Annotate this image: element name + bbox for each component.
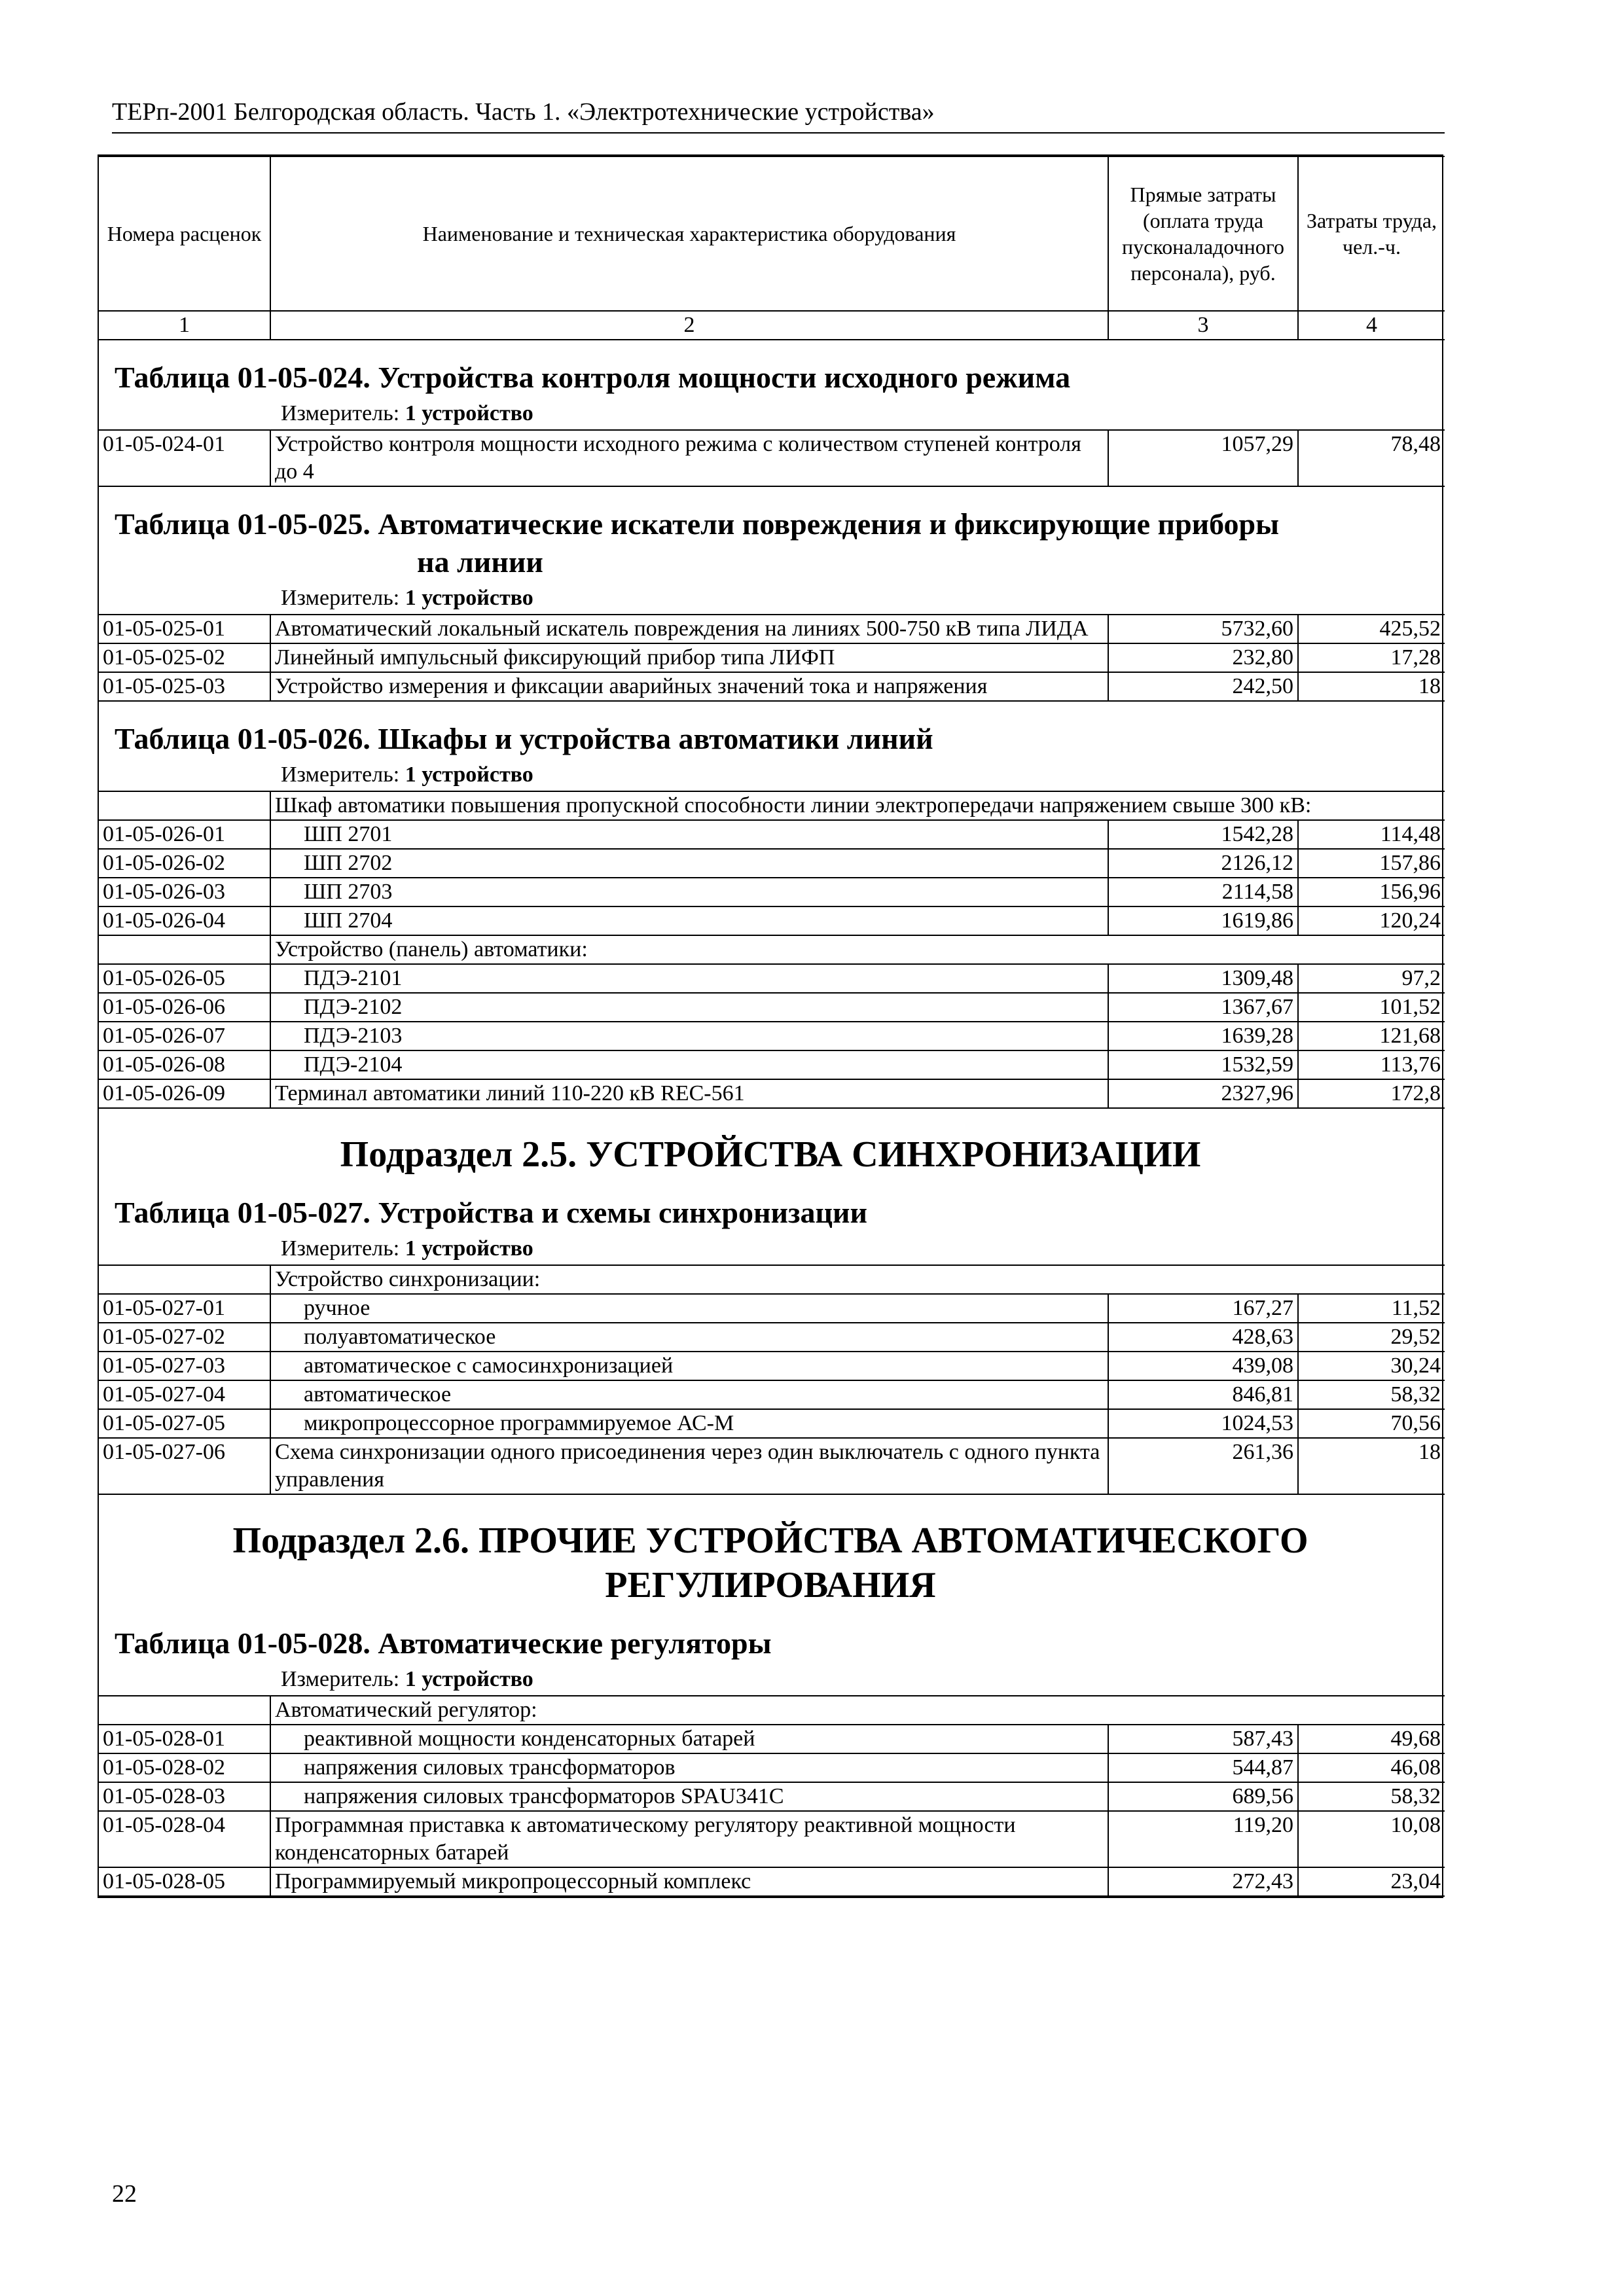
row-labor: 425,52 <box>1298 615 1445 643</box>
row-name: Линейный импульсный фиксирующий прибор типа ЛИФП <box>270 643 1108 672</box>
table-row <box>99 1409 1445 1438</box>
row-labor: 121,68 <box>1298 1022 1445 1050</box>
price-table <box>99 1265 1445 1495</box>
group-row <box>99 791 1445 820</box>
row-code: 01-05-025-01 <box>99 615 270 643</box>
row-code: 01-05-026-02 <box>99 849 270 878</box>
row-code: 01-05-026-04 <box>99 906 270 935</box>
row-labor: 11,52 <box>1298 1294 1445 1323</box>
row-cost: 232,80 <box>1108 643 1298 672</box>
table-row <box>99 643 1445 672</box>
row-cost: 2126,12 <box>1108 849 1298 878</box>
row-name: ПДЭ-2103 <box>270 1022 1108 1050</box>
table-title: Таблица 01-05-024. Устройства контроля мощности исходного режима <box>115 361 1071 394</box>
row-name: полуавтоматическое <box>270 1323 1108 1352</box>
subsection-title-line: Подраздел 2.6. ПРОЧИЕ УСТРОЙСТВА АВТОМАТИЧЕСКОГО <box>232 1520 1308 1561</box>
column-header-name: Наименование и техническая характеристика оборудования <box>270 156 1108 311</box>
column-header-codes: Номера расценок <box>99 156 270 311</box>
row-labor: 114,48 <box>1298 820 1445 849</box>
row-cost: 272,43 <box>1108 1867 1298 1896</box>
row-code: 01-05-025-03 <box>99 672 270 701</box>
meter-label: Измеритель: <box>281 586 400 610</box>
row-code: 01-05-026-09 <box>99 1079 270 1108</box>
table-row <box>99 878 1445 906</box>
table-row <box>99 1438 1445 1494</box>
column-header-cost: Прямые затраты (оплата труда пусконаладочного персонала), руб. <box>1108 156 1298 311</box>
column-number: 3 <box>1108 311 1298 340</box>
group-row <box>99 935 1445 964</box>
meter <box>99 1236 1442 1265</box>
price-table <box>99 791 1445 1109</box>
row-labor: 97,2 <box>1298 964 1445 993</box>
meter-label: Измеритель: <box>281 1667 400 1691</box>
row-name: напряжения силовых трансформаторов <box>270 1753 1108 1782</box>
row-code: 01-05-026-01 <box>99 820 270 849</box>
group-row <box>99 1265 1445 1294</box>
row-labor: 10,08 <box>1298 1811 1445 1867</box>
row-code: 01-05-027-04 <box>99 1380 270 1409</box>
meter-value: 1 устройство <box>405 1236 533 1261</box>
price-table <box>99 429 1445 487</box>
page-number: 22 <box>112 2180 137 2208</box>
row-cost: 1619,86 <box>1108 906 1298 935</box>
table-row <box>99 615 1445 643</box>
column-number: 1 <box>99 311 270 340</box>
meter-label: Измеритель: <box>281 762 400 787</box>
table-row <box>99 1867 1445 1896</box>
row-cost: 1367,67 <box>1108 993 1298 1022</box>
row-name: Схема синхронизации одного присоединения через один выключатель с одного пункта управления <box>270 1438 1108 1494</box>
row-name: Устройство измерения и фиксации аварийных значений тока и напряжения <box>270 672 1108 701</box>
row-cost: 2114,58 <box>1108 878 1298 906</box>
row-cost: 1057,29 <box>1108 430 1298 486</box>
row-name: ШП 2702 <box>270 849 1108 878</box>
table-title <box>99 487 1442 585</box>
row-name: напряжения силовых трансформаторов SPAU341C <box>270 1782 1108 1811</box>
row-labor: 157,86 <box>1298 849 1445 878</box>
row-cost: 428,63 <box>1108 1323 1298 1352</box>
row-cost: 439,08 <box>1108 1352 1298 1380</box>
price-table <box>99 614 1445 702</box>
table-row <box>99 1022 1445 1050</box>
row-labor: 29,52 <box>1298 1323 1445 1352</box>
row-code: 01-05-027-05 <box>99 1409 270 1438</box>
row-code: 01-05-024-01 <box>99 430 270 486</box>
row-labor: 70,56 <box>1298 1409 1445 1438</box>
row-name: Автоматический локальный искатель повреждения на линиях 500-750 кВ типа ЛИДА <box>270 615 1108 643</box>
row-name: Программная приставка к автоматическому регулятору реактивной мощности конденсаторных батарей <box>270 1811 1108 1867</box>
row-labor: 30,24 <box>1298 1352 1445 1380</box>
empty-cell <box>99 1265 270 1294</box>
row-labor: 120,24 <box>1298 906 1445 935</box>
table-title-line: Таблица 01-05-025. Автоматические искатели повреждения и фиксирующие приборы <box>115 507 1280 541</box>
meter-value: 1 устройство <box>405 1667 533 1691</box>
table-title: Таблица 01-05-028. Автоматические регуляторы <box>115 1626 772 1660</box>
group-title: Устройство (панель) автоматики: <box>270 935 1445 964</box>
row-code: 01-05-025-02 <box>99 643 270 672</box>
table-title: Таблица 01-05-027. Устройства и схемы синхронизации <box>115 1196 867 1229</box>
table-row <box>99 964 1445 993</box>
row-cost: 119,20 <box>1108 1811 1298 1867</box>
row-code: 01-05-026-07 <box>99 1022 270 1050</box>
row-name: Программируемый микропроцессорный комплекс <box>270 1867 1108 1896</box>
meter-value: 1 устройство <box>405 401 533 425</box>
row-cost: 242,50 <box>1108 672 1298 701</box>
price-table-sheet <box>98 154 1443 1898</box>
table-row <box>99 1079 1445 1108</box>
row-code: 01-05-027-02 <box>99 1323 270 1352</box>
row-code: 01-05-027-03 <box>99 1352 270 1380</box>
meter <box>99 401 1442 429</box>
row-cost: 1309,48 <box>1108 964 1298 993</box>
row-name: ПДЭ-2104 <box>270 1050 1108 1079</box>
row-cost: 587,43 <box>1108 1725 1298 1753</box>
empty-cell <box>99 791 270 820</box>
row-code: 01-05-028-05 <box>99 1867 270 1896</box>
row-labor: 113,76 <box>1298 1050 1445 1079</box>
row-name: ПДЭ-2102 <box>270 993 1108 1022</box>
row-code: 01-05-026-03 <box>99 878 270 906</box>
group-title: Устройство синхронизации: <box>270 1265 1445 1294</box>
row-labor: 23,04 <box>1298 1867 1445 1896</box>
row-name: автоматическое с самосинхронизацией <box>270 1352 1108 1380</box>
column-number: 2 <box>270 311 1108 340</box>
row-code: 01-05-028-01 <box>99 1725 270 1753</box>
row-labor: 18 <box>1298 1438 1445 1494</box>
meter <box>99 762 1442 791</box>
row-labor: 156,96 <box>1298 878 1445 906</box>
row-labor: 49,68 <box>1298 1725 1445 1753</box>
table-row <box>99 1782 1445 1811</box>
row-cost: 1542,28 <box>1108 820 1298 849</box>
meter-label: Измеритель: <box>281 401 400 425</box>
row-code: 01-05-027-06 <box>99 1438 270 1494</box>
row-cost: 689,56 <box>1108 1782 1298 1811</box>
row-cost: 2327,96 <box>1108 1079 1298 1108</box>
row-cost: 544,87 <box>1108 1753 1298 1782</box>
row-code: 01-05-028-03 <box>99 1782 270 1811</box>
table-row <box>99 1380 1445 1409</box>
row-labor: 58,32 <box>1298 1380 1445 1409</box>
table-title-line: на линии <box>417 545 543 579</box>
row-cost: 167,27 <box>1108 1294 1298 1323</box>
row-cost: 5732,60 <box>1108 615 1298 643</box>
table-row <box>99 430 1445 486</box>
meter-value: 1 устройство <box>405 762 533 787</box>
empty-cell <box>99 1696 270 1725</box>
row-name: ШП 2701 <box>270 820 1108 849</box>
row-name: реактивной мощности конденсаторных батарей <box>270 1725 1108 1753</box>
row-code: 01-05-026-06 <box>99 993 270 1022</box>
table-row <box>99 1323 1445 1352</box>
row-name: Терминал автоматики линий 110-220 кВ REC-561 <box>270 1079 1108 1108</box>
table-row <box>99 906 1445 935</box>
row-name: ШП 2703 <box>270 878 1108 906</box>
column-number: 4 <box>1298 311 1445 340</box>
row-code: 01-05-028-04 <box>99 1811 270 1867</box>
row-labor: 101,52 <box>1298 993 1445 1022</box>
row-name: автоматическое <box>270 1380 1108 1409</box>
row-code: 01-05-027-01 <box>99 1294 270 1323</box>
row-labor: 17,28 <box>1298 643 1445 672</box>
subsection-title: Подраздел 2.5. УСТРОЙСТВА СИНХРОНИЗАЦИИ <box>340 1134 1201 1175</box>
table-row <box>99 1050 1445 1079</box>
table-row <box>99 1811 1445 1867</box>
row-code: 01-05-028-02 <box>99 1753 270 1782</box>
table-row <box>99 1294 1445 1323</box>
table-row <box>99 849 1445 878</box>
row-name: ШП 2704 <box>270 906 1108 935</box>
meter <box>99 585 1442 614</box>
column-header-labor: Затраты труда, чел.-ч. <box>1298 156 1445 311</box>
table-row <box>99 1753 1445 1782</box>
row-cost: 1532,59 <box>1108 1050 1298 1079</box>
row-cost: 1024,53 <box>1108 1409 1298 1438</box>
row-labor: 78,48 <box>1298 430 1445 486</box>
subsection-title <box>99 1495 1442 1621</box>
meter-label: Измеритель: <box>281 1236 400 1261</box>
row-labor: 18 <box>1298 672 1445 701</box>
column-header-table <box>99 156 1445 340</box>
table-row <box>99 1352 1445 1380</box>
row-name: Устройство контроля мощности исходного режима с количеством ступеней контроля до 4 <box>270 430 1108 486</box>
subsection-title-line: РЕГУЛИРОВАНИЯ <box>605 1565 936 1605</box>
row-name: ручное <box>270 1294 1108 1323</box>
row-labor: 46,08 <box>1298 1753 1445 1782</box>
table-row <box>99 1725 1445 1753</box>
meter-value: 1 устройство <box>405 586 533 610</box>
row-name: ПДЭ-2101 <box>270 964 1108 993</box>
group-title: Шкаф автоматики повышения пропускной способности линии электропередачи напряжением свыше 300 кВ: <box>270 791 1445 820</box>
group-title: Автоматический регулятор: <box>270 1696 1445 1725</box>
row-cost: 1639,28 <box>1108 1022 1298 1050</box>
row-cost: 261,36 <box>1108 1438 1298 1494</box>
row-labor: 172,8 <box>1298 1079 1445 1108</box>
empty-cell <box>99 935 270 964</box>
row-labor: 58,32 <box>1298 1782 1445 1811</box>
table-row <box>99 672 1445 701</box>
table-title: Таблица 01-05-026. Шкафы и устройства автоматики линий <box>115 722 933 755</box>
price-table <box>99 1695 1445 1897</box>
row-code: 01-05-026-08 <box>99 1050 270 1079</box>
table-row <box>99 820 1445 849</box>
table-row <box>99 993 1445 1022</box>
row-cost: 846,81 <box>1108 1380 1298 1409</box>
group-row <box>99 1696 1445 1725</box>
row-name: микропроцессорное программируемое АС-М <box>270 1409 1108 1438</box>
row-code: 01-05-026-05 <box>99 964 270 993</box>
running-title: ТЕРп-2001 Белгородская область. Часть 1. «Электротехнические устройства» <box>112 97 1445 134</box>
meter <box>99 1666 1442 1695</box>
